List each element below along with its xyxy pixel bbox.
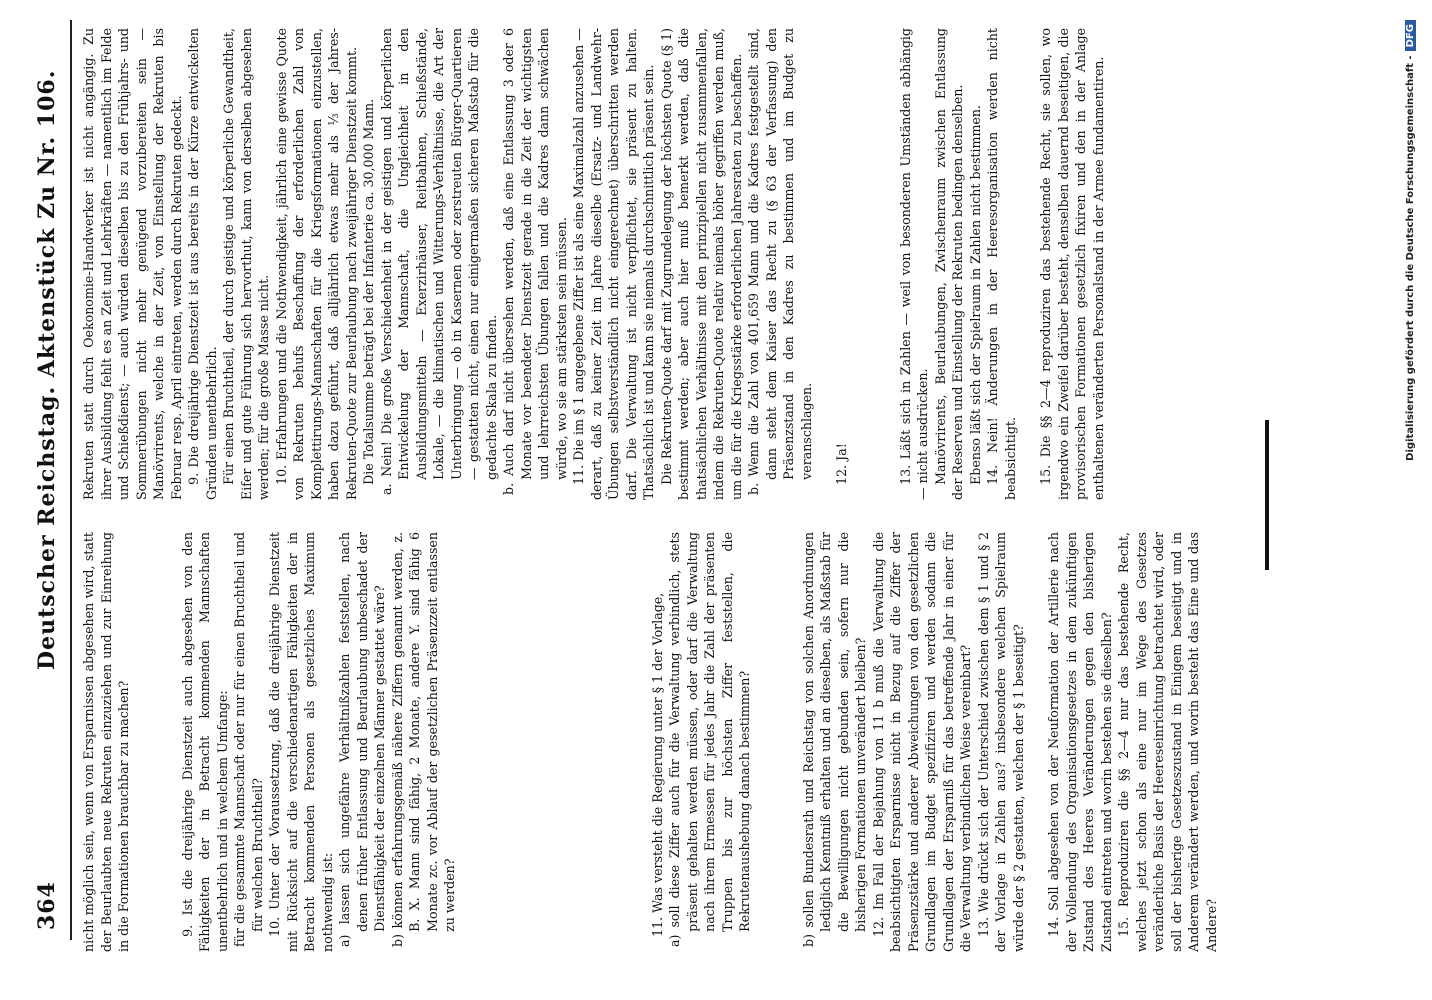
paragraph: Rekruten statt durch Oekonomie-Handwerker ist nicht angängig. Zu ihrer Ausbildung fehlt es an Zeit und Lehrkräften — namentlich im Felde und Schießdienst; — auch würden dieselben bis zu den Frühjahrs- und Sommerübungen nicht mehr genügend vorzubereiten sein — Manövrirents, welche in der Zeit, von Einstellung der Rekruten bis Februar resp. April eintreten, werden durch Rekruten gedeckt. xyxy=(81,28,184,500)
dfg-badge: DFG xyxy=(1405,20,1416,51)
paragraph: 13. Wie drückt sich der Unterschied zwischen dem § 1 und § 2 der Vorlage in Zahlen aus? insbesondere welchen Spielraum würde der § 2 gestatten, welchen der § 1 beseitigt? xyxy=(975,532,1026,952)
paragraph: Ebenso läßt sich der Spielraum in Zahlen nicht bestimmen. xyxy=(967,105,983,485)
paragraph: a. Nein! Die große Verschiedenheit in der geistigen und körperlichen Entwickelung der Mannschaft, die Ungleichheit in den Ausbildungsmitteln — Exerzirhäuser, Reitbahnen, Schießstände, Lokale, — die klimatischen und Witterungs-Verhältnisse, die Art der Unterbringung — ob in Kasernen oder zerstreuten Bürger-Quartieren — gestatten nicht, einen nur einigermaßen sicheren Maßstab für die gedachte Skala zu finden. xyxy=(378,28,499,495)
paragraph: 10. Erfahrungen und die Nothwendigkeit, jährlich eine gewisse Quote von Rekruten behufs Beschaffung der erforderlichen Zahl von Komplettirungs-Mannschaften für die Kriegsformationen einzustellen, haben dazu geführt, daß alljährlich etwas mehr als ⅓ der Jahres-Rekruten-Quote zur Beurlaubung nach zweijähriger Dienstzeit kommt. xyxy=(273,28,359,500)
paragraph: 9. Die dreijährige Dienstzeit ist aus bereits in der Kürze entwickelten Gründen unentbehrlich. xyxy=(186,28,219,500)
paragraph: 15. Reproduziren die §§ 2—4 nur das bestehende Recht, welches jetzt schon als eine nur im Wege des Gesetzes veränderliche Basis der Heereseinrichtung betrachtet wird, oder soll der bisherige Gesetzeszustand in Einigem beseitigt und in Anderem verändert werden, und worin besteht das Eine und das Andere? xyxy=(1116,532,1219,952)
page-title: Deutscher Reichstag. Aktenstück Zu Nr. 106. xyxy=(34,69,60,670)
paragraph: Die Rekruten-Quote darf mit Zugrundelegung der höchsten Quote (§ 1) bestimmt werden; aber auch hier muß bemerkt werden, daß die thatsächlichen Verhältnisse mit den prinzipiellen nicht zusammenfallen, indem die Rekruten-Quote relativ niemals höher gegriffen werden muß, um die für die Kriegsstärke erforderlichen Jahresraten zu beschaffen. xyxy=(658,28,744,500)
paragraph: a) soll diese Ziffer auch für die Verwaltung verbindlich, stets präsent gehalten werden müssen, oder darf die Verwaltung nach ihrem Ermessen für jedes Jahr die Zahl der präsenten Truppen bis zur höchsten Ziffer feststellen, die Rekrutenaushebung danach bestimmen? xyxy=(667,532,752,947)
paragraph: 13. Läßt sich in Zahlen — weil von besonderen Umständen abhängig — nicht ausdrücken. xyxy=(897,28,930,500)
right-column-answers xyxy=(80,28,1107,500)
paragraph: 12. Ja! xyxy=(834,443,849,485)
paragraph: 14. Nein! Änderungen in der Heeresorganisation werden nicht beabsichtigt. xyxy=(985,28,1018,500)
credit-text: Digitalisierung gefördert durch die Deutsche Forschungsgemeinschaft - xyxy=(1405,55,1416,461)
paragraph: 11. Was versteht die Regierung unter § 1 der Vorlage, xyxy=(649,592,665,937)
paragraph: 9. Ist die dreijährige Dienstzeit auch abgesehen von den Fähigkeiten der in Betracht kommenden Mannschaften unentbehrlich und in welchem Umfange: xyxy=(179,532,230,952)
header-rule xyxy=(70,20,72,940)
paragraph: b) können erfahrungsgemäß nähere Ziffern genannt werden, z. B. X. Mann sind fähig, 2 Monate, andere Y. sind fähig 6 Monate zc. vor Ablauf der gesetzlichen Präsenzzeit entlassen zu werden? xyxy=(389,532,457,947)
paragraph: Für einen Bruchtheil, der durch geistige und körperliche Gewandtheit, Eifer und gute Führung sich hervorthut, kann von derselben abgesehen werden; für die große Masse nicht. xyxy=(221,28,271,500)
paragraph: Manövrirents, Beurlaubungen, Zwischenraum zwischen Entlassung der Reserven und Einstellung der Rekruten bedingen denselben. xyxy=(932,28,965,500)
page-number: 364 xyxy=(34,881,60,930)
paragraph: nicht möglich sein, wenn von Ersparnissen abgesehen wird, statt der Beurlaubten neue Rekruten einzuziehen und zur Einreihung in die Formationen brauchbar zu machen? xyxy=(81,532,131,952)
paragraph: 12. Im Fall der Bejahung von 11 b muß die Verwaltung die beabsichtigten Ersparnisse nicht in Bezug auf die Ziffer der Präsenzstärke und anderer Abweichungen von den gesetzlichen Grundlagen im Budget spezifiziren und werden sodann die Grundlagen der Ersparniß für das betreffende Jahr in einer für die Verwaltung verbindlichen Weise vereinbart? xyxy=(870,532,973,952)
paragraph: b. Wenn die Zahl von 401,659 Mann und die Kadres festgestellt sind, dann steht dem Kaiser das Recht zu (§ 63 der Verfassung) den Präsenzstand in den Kadres zu bestimmen und im Budget zu veranschlagen. xyxy=(746,28,814,495)
paragraph: 15. Die §§ 2—4 reproduziren das bestehende Recht, sie sollen, wo irgendwo ein Zweifel darüber besteht, denselben dauernd beseitigen, die provisorischen Formationen gesetzlich fixiren und den in der Anlage enthaltenen veränderten Personalstand in der Armee fundamentiren. xyxy=(1038,28,1106,500)
paragraph: b) sollen Bundesrath und Reichstag von solchen Anordnungen lediglich Kenntniß erhalten und an dieselben, als Maßstab für die Bewilligungen nicht gebunden sein, sofern nur die bisherigen Formationen unverändert bleiben? xyxy=(800,532,868,947)
digitization-credit xyxy=(1405,20,1416,960)
paragraph: 10. Unter der Voraussetzung, daß die dreijährige Dienstzeit mit Rücksicht auf die verschiedenartigen Fähigkeiten der in Betracht kommenden Personen als gesetzliches Maximum nothwendig ist: xyxy=(267,532,335,952)
left-column-questions xyxy=(80,532,1220,952)
paragraph: a) lassen sich ungefähre Verhältnißzahlen feststellen, nach denen früher Entlassung und Beurlaubung unbeschadet der Dienstfähigkeit der einzelnen Männer gestattet wäre? xyxy=(337,532,387,947)
paragraph: 11. Die im § 1 angegebene Ziffer ist als eine Maximalzahl anzusehen — derart, daß zu keiner Zeit im Jahre dieselbe (Ersatz- und Landwehr-Übungen selbstverständlich nicht eingerechnet) überschritten werden darf. Die Verwaltung ist nicht verpflichtet, sie präsent zu halten. Thatsächlich ist und kann sie niemals durchschnittlich präsent sein. xyxy=(571,28,656,500)
paragraph: 14. Soll abgesehen von der Neuformation der Artillerie nach der Vollendung des Organisationsgesetzes in dem zukünftigen Zustand des Heeres Veränderungen gegen den bisherigen Zustand eintreten und worin bestehen sie dieselben? xyxy=(1046,532,1114,952)
paragraph: b. Auch darf nicht übersehen werden, daß eine Entlassung 3 oder 6 Monate vor beendeter Dienstzeit gerade in die Zeit der wichtigsten und lehrreichsten Übungen fallen und die Kadres dann schwächen würde, wo sie am stärksten sein müssen. xyxy=(501,28,569,495)
page-header xyxy=(30,0,70,1000)
paragraph: für die gesammte Mannschaft oder nur für einen Bruchtheil und für welchen Bruchtheil? xyxy=(232,532,265,947)
paragraph: Die Totalsumme beträgt bei der Infanterie ca. 30,000 Mann. xyxy=(361,98,376,485)
margin-mark xyxy=(1265,420,1269,570)
